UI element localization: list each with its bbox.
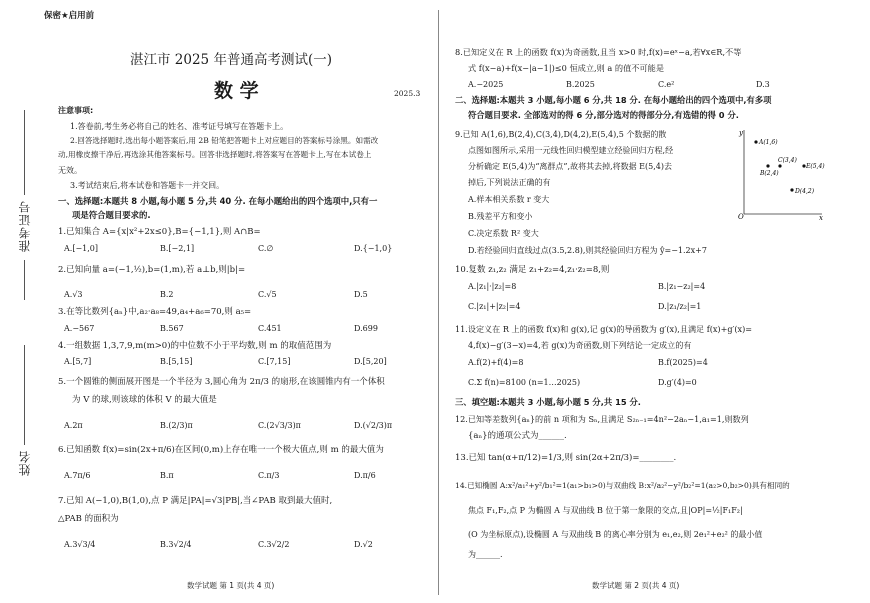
- q13-stem: 13.已知 tan(α+π/12)=1/3,则 sin(2α+2π/3)=________.: [455, 453, 677, 463]
- exam-title: 湛江市 2025 年普通高考测试(一): [130, 52, 332, 68]
- scatter-point-label: C(3,4): [778, 157, 797, 164]
- scatter-point-label: B(2,4): [760, 170, 779, 177]
- q9-option-c: C.决定系数 R² 变大: [468, 229, 539, 238]
- page2-footer: 数学试题 第 2 页(共 4 页): [592, 581, 680, 590]
- q8-option-c: C.e²: [658, 80, 675, 89]
- q7-stem-cont: △PAB 的面积为: [58, 514, 119, 524]
- q1-option-a: A.[−1,0]: [64, 244, 98, 253]
- section2-heading-cont: 符合题目要求. 全部选对的得 6 分,部分选对的得部分分,有选错的得 0 分.: [468, 110, 739, 120]
- q3-option-b: B.567: [160, 324, 184, 333]
- page1-footer: 数学试题 第 1 页(共 4 页): [187, 581, 275, 590]
- scatter-point-label: E(5,4): [806, 163, 825, 170]
- q5-option-a: A.2π: [64, 421, 83, 430]
- q1-option-c: C.∅: [258, 244, 274, 253]
- exam-number-label: 准考证号: [18, 200, 32, 252]
- q5-stem: 5.一个圆锥的侧面展开图是一个半径为 3,圆心角为 2π/3 的扇形,在该圆锥内有一个体积: [58, 377, 385, 387]
- q3-stem: 3.在等比数列{aₙ}中,a₂·a₈=49,a₄+a₆=70,则 a₅=: [58, 307, 252, 317]
- q10-option-d: D.|z₁/z₂|=1: [658, 302, 702, 311]
- q11-option-a: A.f(2)+f(4)=8: [468, 358, 524, 367]
- q11-option-c: C.Σ f(n)=8100 (n=1…2025): [468, 378, 581, 387]
- section3-heading: 三、填空题:本题共 3 小题,每小题 5 分,共 15 分.: [455, 397, 641, 407]
- q9-line-2: 点图如图所示,采用一元线性回归模型建立经验回归方程,经: [468, 146, 674, 155]
- q12-stem: 12.已知等差数列{aₙ}的前 n 项和为 Sₙ,且满足 S₂ₙ₋₁=4n²−2aₙ−1,a₁=1,则数列: [455, 414, 749, 424]
- q7-option-b: B.3√2/4: [160, 540, 192, 549]
- notice-2-cont: 动,用橡皮擦干净后,再选涂其他答案标号。回答非选择题时,将答案写在答题卡上,写在本试卷上: [58, 150, 372, 159]
- q9-option-a: A.样本相关系数 r 变大: [468, 195, 550, 204]
- q10-stem: 10.复数 z₁,z₂ 满足 z₁+z₂=4,z₁·z₂=8,则: [455, 265, 610, 275]
- q7-option-a: A.3√3/4: [64, 540, 96, 549]
- q4-option-a: A.[5,7]: [64, 357, 92, 366]
- q14-line-4: 为______.: [468, 550, 503, 559]
- q3-option-c: C.451: [258, 324, 282, 333]
- q10-option-b: B.|z₁−z₂|=4: [658, 282, 706, 291]
- q6-stem: 6.已知函数 f(x)=sin(2x+π/6)在区间(0,m)上存在唯一一个极大值点,则 m 的最大值为: [58, 445, 384, 455]
- q4-option-c: C.[7,15]: [258, 357, 291, 366]
- q9-line-4: 掉后,下列说法正确的有: [468, 178, 551, 187]
- q11-option-b: B.f(2025)=4: [658, 358, 708, 367]
- subject-title: 数 学: [214, 80, 259, 102]
- q5-option-b: B.(2/3)π: [160, 421, 193, 430]
- q8-option-b: B.2025: [566, 80, 595, 89]
- q14-line-2: 焦点 F₁,F₂,点 P 为椭圆 A 与双曲线 B 位于第一象限的交点,且|OP|=½|F₁F₂|: [468, 506, 743, 515]
- q10-option-a: A.|z₁|·|z₂|=8: [468, 282, 517, 291]
- q7-stem: 7.已知 A(−1,0),B(1,0),点 P 满足|PA|=√3|PB|,当∠PAB 取到最大值时,: [58, 496, 333, 506]
- q9-option-b: B.残差平方和变小: [468, 212, 533, 221]
- notice-2: 2.回答选择题时,选出每小题答案后,用 2B 铅笔把答题卡上对应题目的答案标号涂黑。如需改: [70, 136, 379, 145]
- notice-1: 1.答卷前,考生务必将自己的姓名、准考证号填写在答题卡上。: [70, 122, 289, 131]
- origin-label: O: [738, 213, 744, 221]
- q8-option-a: A.−2025: [468, 80, 504, 89]
- section1-heading: 一、选择题:本题共 8 小题,每小题 5 分,共 40 分. 在每小题给出的四个选项中,只有一: [58, 196, 378, 206]
- q6-option-c: C.π/3: [258, 471, 280, 480]
- y-axis-label: y: [739, 129, 743, 137]
- q9-option-d: D.若经验回归直线过点(3.5,2.8),则其经验回归方程为 ŷ=−1.2x+7: [468, 246, 707, 255]
- q4-option-b: B.[5,15]: [160, 357, 193, 366]
- scatter-point: [766, 164, 769, 167]
- q6-option-a: A.7π/6: [64, 471, 91, 480]
- q4-stem: 4.一组数据 1,3,7,9,m(m>0)的中位数不小于平均数,则 m 的取值范围为: [58, 341, 332, 351]
- page-divider: [438, 10, 439, 595]
- q6-option-b: B.π: [160, 471, 174, 480]
- section1-heading-cont: 项是符合题目要求的.: [72, 210, 151, 220]
- q6-option-d: D.π/6: [354, 471, 376, 480]
- q1-option-b: B.[−2,1]: [160, 244, 195, 253]
- exam-date: 2025.3: [394, 89, 421, 98]
- q8-option-d: D.3: [756, 80, 770, 89]
- q9-scatter-plot: [730, 126, 826, 222]
- x-axis-label: x: [819, 214, 823, 222]
- q4-option-d: D.[5,20]: [354, 357, 387, 366]
- name-label: 姓名: [18, 450, 32, 476]
- q2-stem: 2.已知向量 a=(−1,½),b=(1,m),若 a⊥b,则|b|=: [58, 265, 246, 275]
- section2-heading: 二、选择题:本题共 3 小题,每小题 6 分,共 18 分. 在每小题给出的四个选项中,有多项: [455, 95, 772, 105]
- q8-stem-cont: 式 f(x−a)+f(x−|a−1|)≤0 恒成立,则 a 的值不可能是: [468, 63, 665, 73]
- q2-option-d: D.5: [354, 290, 368, 299]
- exam-number-underline: [24, 110, 25, 195]
- notice-title: 注意事项:: [58, 106, 94, 115]
- q1-stem: 1.已知集合 A={x|x²+2x≤0},B={−1,1},则 A∩B=: [58, 227, 261, 237]
- q7-option-d: D.√2: [354, 540, 373, 549]
- scatter-point-label: A(1,6): [759, 139, 778, 146]
- q8-stem: 8.已知定义在 R 上的函数 f(x)为奇函数,且当 x>0 时,f(x)=eˣ−a,若∀x∈R,不等: [455, 47, 742, 57]
- q2-option-c: C.√5: [258, 290, 277, 299]
- q1-option-d: D.{−1,0}: [354, 244, 393, 253]
- q9-line-1: 9.已知 A(1,6),B(2,4),C(3,4),D(4,2),E(5,4),5 个数据的散: [455, 130, 667, 139]
- q11-stem: 11.设定义在 R 上的函数 f(x)和 g(x),记 g(x)的导函数为 g′(x),且满足 f(x)+g′(x)=: [455, 324, 753, 334]
- q10-option-c: C.|z₁|+|z₂|=4: [468, 302, 521, 311]
- notice-3: 3.考试结束后,将本试卷和答题卡一并交回。: [70, 181, 225, 190]
- q3-option-d: D.699: [354, 324, 378, 333]
- secret-label: 保密★启用前: [44, 11, 95, 21]
- q3-option-a: A.−567: [64, 324, 95, 333]
- q2-option-b: B.2: [160, 290, 174, 299]
- q11-option-d: D.g′(4)=0: [658, 378, 697, 387]
- scatter-point: [778, 164, 781, 167]
- q12-stem-cont: {aₙ}的通项公式为______.: [468, 431, 567, 441]
- q7-option-c: C.3√2/2: [258, 540, 290, 549]
- q14-line-3: (O 为坐标原点),设椭圆 A 与双曲线 B 的离心率分别为 e₁,e₂,则 2e₁²+e₂² 的最小值: [468, 530, 763, 539]
- scatter-point: [790, 188, 793, 191]
- scatter-point: [754, 140, 757, 143]
- q9-line-3: 分析确定 E(5,4)为“离群点”,故将其去掉,将数据 E(5,4)去: [468, 162, 672, 171]
- q2-option-a: A.√3: [64, 290, 83, 299]
- q5-option-c: C.(2√3/3)π: [258, 421, 301, 430]
- notice-2-end: 无效。: [58, 166, 82, 175]
- q5-option-d: D.(√2/3)π: [354, 421, 393, 430]
- q5-stem-cont: 为 V 的球,则该球的体积 V 的最大值是: [72, 395, 217, 405]
- binding-line-1: [24, 260, 25, 300]
- q11-stem-cont: 4,f(x)−g′(3−x)=4,若 g(x)为奇函数,则下列结论一定成立的有: [468, 340, 692, 350]
- q14-line-1: 14.已知椭圆 A:x²/a₁²+y²/b₁²=1(a₁>b₁>0)与双曲线 B:x²/a₂²−y²/b₂²=1(a₂>0,b₂>0)具有相同的: [455, 481, 790, 490]
- name-underline: [24, 345, 25, 445]
- scatter-point-label: D(4,2): [795, 188, 815, 195]
